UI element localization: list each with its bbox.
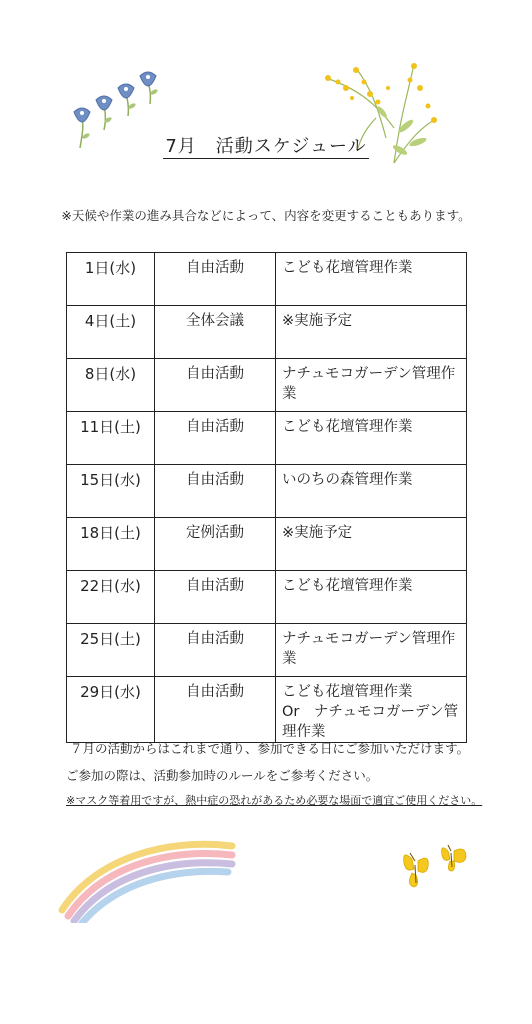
activity-detail-cell: [276, 359, 467, 412]
date-cell: 22日(水): [67, 571, 155, 624]
table-row: [67, 306, 467, 359]
rainbow-icon: [56, 828, 241, 923]
activity-type-cell: 全体会議: [155, 306, 276, 359]
activity-type-cell: 自由活動: [155, 571, 276, 624]
detail-text: こども花壇管理作業: [282, 578, 413, 594]
participation-note: ７月の活動からはこれまで通り、参加できる日にご参加いただけます。: [70, 741, 470, 756]
activity-type-cell: 自由活動: [155, 359, 276, 412]
activity-detail-cell: [276, 465, 467, 518]
page-title: [0, 132, 532, 158]
detail-text: ※実施予定: [282, 313, 353, 329]
detail-text: ナチュモコガーデン管理作業: [282, 366, 456, 402]
table-row: [67, 518, 467, 571]
activity-type-cell: 定例活動: [155, 518, 276, 571]
date-cell: 25日(土): [67, 624, 155, 677]
detail-text: いのちの森管理作業: [282, 472, 413, 488]
activity-type-cell: 自由活動: [155, 412, 276, 465]
date-cell: 29日(水): [67, 677, 155, 743]
table-row: [67, 359, 467, 412]
butterflies-icon: [398, 843, 480, 898]
detail-text: こども花壇管理作業: [282, 260, 413, 276]
table-row: [67, 677, 467, 743]
date-cell: 11日(土): [67, 412, 155, 465]
activity-type-cell: 自由活動: [155, 253, 276, 306]
page-title-text: 7月 活動スケジュール: [165, 136, 367, 157]
rules-note: ご参加の際は、活動参加時のルールをご参考ください。: [66, 768, 379, 783]
activity-type-cell: 自由活動: [155, 624, 276, 677]
schedule-notice: ※天候や作業の進み具合などによって、内容を変更することもあります。: [61, 208, 471, 223]
schedule-table: [66, 252, 467, 743]
activity-detail-cell: [276, 253, 467, 306]
activity-detail-cell: [276, 571, 467, 624]
table-row: [67, 465, 467, 518]
detail-text-alternative: Or ナチュモコガーデン管理作業: [282, 704, 459, 740]
detail-text: ※実施予定: [282, 525, 353, 541]
detail-text: こども花壇管理作業: [282, 419, 413, 435]
activity-detail-cell: [276, 518, 467, 571]
detail-text: ナチュモコガーデン管理作業: [282, 631, 456, 667]
activity-detail-cell: [276, 306, 467, 359]
activity-detail-cell: [276, 412, 467, 465]
table-row: [67, 571, 467, 624]
date-cell: 4日(土): [67, 306, 155, 359]
table-row: [67, 253, 467, 306]
table-row: [67, 624, 467, 677]
activity-detail-cell: [276, 677, 467, 743]
mask-note: ※マスク等着用ですが、熱中症の恐れがあるため必要な場面で適宜ご使用ください。: [66, 794, 483, 807]
activity-type-cell: 自由活動: [155, 677, 276, 743]
activity-type-cell: 自由活動: [155, 465, 276, 518]
activity-detail-cell: [276, 624, 467, 677]
table-row: [67, 412, 467, 465]
detail-text: こども花壇管理作業: [282, 684, 413, 700]
date-cell: 18日(土): [67, 518, 155, 571]
date-cell: 8日(水): [67, 359, 155, 412]
date-cell: 15日(水): [67, 465, 155, 518]
date-cell: 1日(水): [67, 253, 155, 306]
